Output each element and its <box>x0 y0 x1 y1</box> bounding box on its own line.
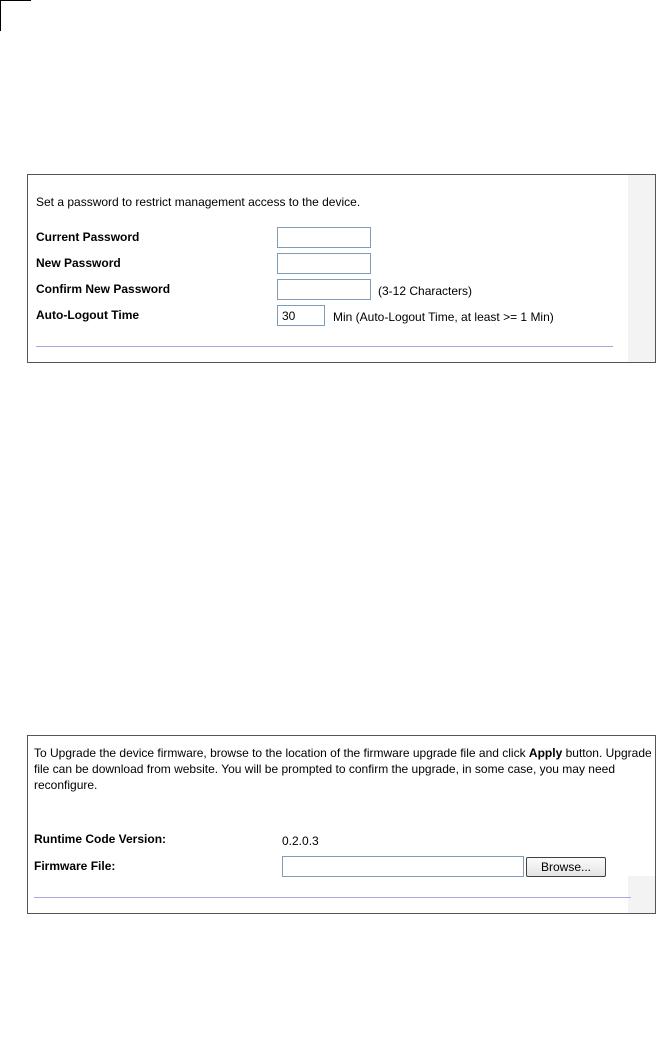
firmware-panel <box>27 735 656 914</box>
panel-shade <box>628 175 655 362</box>
auto-logout-hint: Min (Auto-Logout Time, at least >= 1 Min) <box>333 310 554 324</box>
auto-logout-input[interactable] <box>277 305 325 326</box>
password-panel <box>27 174 656 363</box>
new-password-input[interactable] <box>277 253 371 274</box>
confirm-password-input[interactable] <box>277 279 371 300</box>
apply-emphasis: Apply <box>528 746 563 760</box>
firmware-intro: To Upgrade the device firmware, browse to the location of the firmware upgrade file and click Apply button. Upgrade file can be download from website. You will be prompted to confirm the upgrade, in some case, you may need reconfigure. <box>34 746 652 792</box>
confirm-password-label: Confirm New Password <box>36 282 171 296</box>
runtime-version-label: Runtime Code Version: <box>34 832 167 846</box>
confirm-password-hint: (3-12 Characters) <box>378 284 473 298</box>
runtime-version-value: 0.2.0.3 <box>282 834 319 848</box>
firmware-file-label: Firmware File: <box>34 859 116 873</box>
password-intro: Set a password to restrict management access to the device. <box>36 195 361 209</box>
current-password-label: Current Password <box>36 230 140 244</box>
browse-button[interactable]: Browse... <box>526 857 606 877</box>
panel-divider <box>34 897 631 898</box>
new-password-label: New Password <box>36 256 121 270</box>
firmware-file-input[interactable] <box>282 856 524 877</box>
panel-shade <box>628 876 655 913</box>
page-corner-mark <box>0 0 31 31</box>
auto-logout-label: Auto-Logout Time <box>36 308 140 322</box>
panel-divider <box>36 346 613 347</box>
current-password-input[interactable] <box>277 227 371 248</box>
